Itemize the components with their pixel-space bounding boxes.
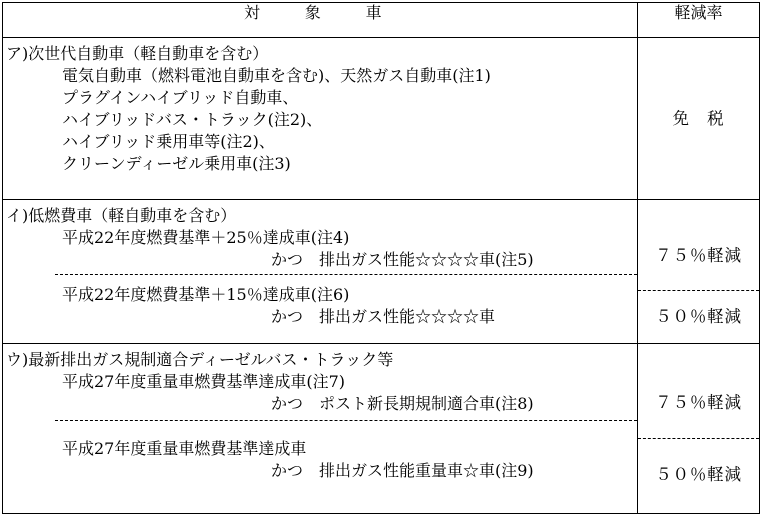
rate-75: ７５％軽減 <box>655 393 742 412</box>
rate-low-fuel <box>638 200 760 344</box>
row-next-generation <box>3 38 760 200</box>
group-a-line: 電気自動車（燃料電池自動車を含む)、天然ガス自動車(注1) <box>62 66 491 85</box>
group-a-line: ハイブリッドバス・トラック(注2)、 <box>62 110 323 129</box>
cell-low-fuel <box>3 200 638 344</box>
group-b-sub2-line1: 平成22年度燃費基準＋15％達成車(注6) <box>62 285 350 304</box>
rate-75: ７５％軽減 <box>655 246 742 265</box>
group-c-sub2-line2: かつ 排出ガス性能重量車☆車(注9) <box>271 461 534 480</box>
rate-50: ５０％軽減 <box>655 307 742 326</box>
header-target: 対 象 車 <box>3 3 638 38</box>
rate-next-generation <box>638 38 760 200</box>
row-diesel <box>3 344 760 514</box>
cell-diesel <box>3 344 638 514</box>
group-b-sub1-line2: かつ 排出ガス性能☆☆☆☆車(注5) <box>271 250 534 269</box>
header-row <box>3 3 760 38</box>
rate-diesel <box>638 344 760 514</box>
group-a-line: クリーンディーゼル乗用車(注3) <box>62 154 291 173</box>
group-a-title: ア)次世代自動車（軽自動車を含む） <box>6 44 269 63</box>
cell-next-generation <box>3 38 638 200</box>
group-c-sub1-line2: かつ ポスト新長期規制適合車(注8) <box>271 394 534 413</box>
row-low-fuel <box>3 200 760 344</box>
group-b-sub1-line1: 平成22年度燃費基準＋25％達成車(注4) <box>62 228 350 247</box>
group-c-sub2-line1: 平成27年度重量車燃費基準達成車 <box>62 439 307 458</box>
group-c-title: ウ)最新排出ガス規制適合ディーゼルバス・トラック等 <box>6 350 394 369</box>
group-b-sub2-line2: かつ 排出ガス性能☆☆☆☆車 <box>271 307 496 326</box>
group-a-line: プラグインハイブリッド自動車、 <box>62 88 299 107</box>
group-a-line: ハイブリッド乗用車等(注2)、 <box>62 132 275 151</box>
rate-50: ５０％軽減 <box>655 465 742 484</box>
header-rate: 軽減率 <box>638 3 760 38</box>
tax-reduction-table <box>2 2 760 514</box>
rate-exempt: 免 税 <box>672 108 725 128</box>
group-c-sub1-line1: 平成27年度重量車燃費基準達成車(注7) <box>62 372 346 391</box>
group-b-title: イ)低燃費車（軽自動車を含む） <box>6 206 237 225</box>
